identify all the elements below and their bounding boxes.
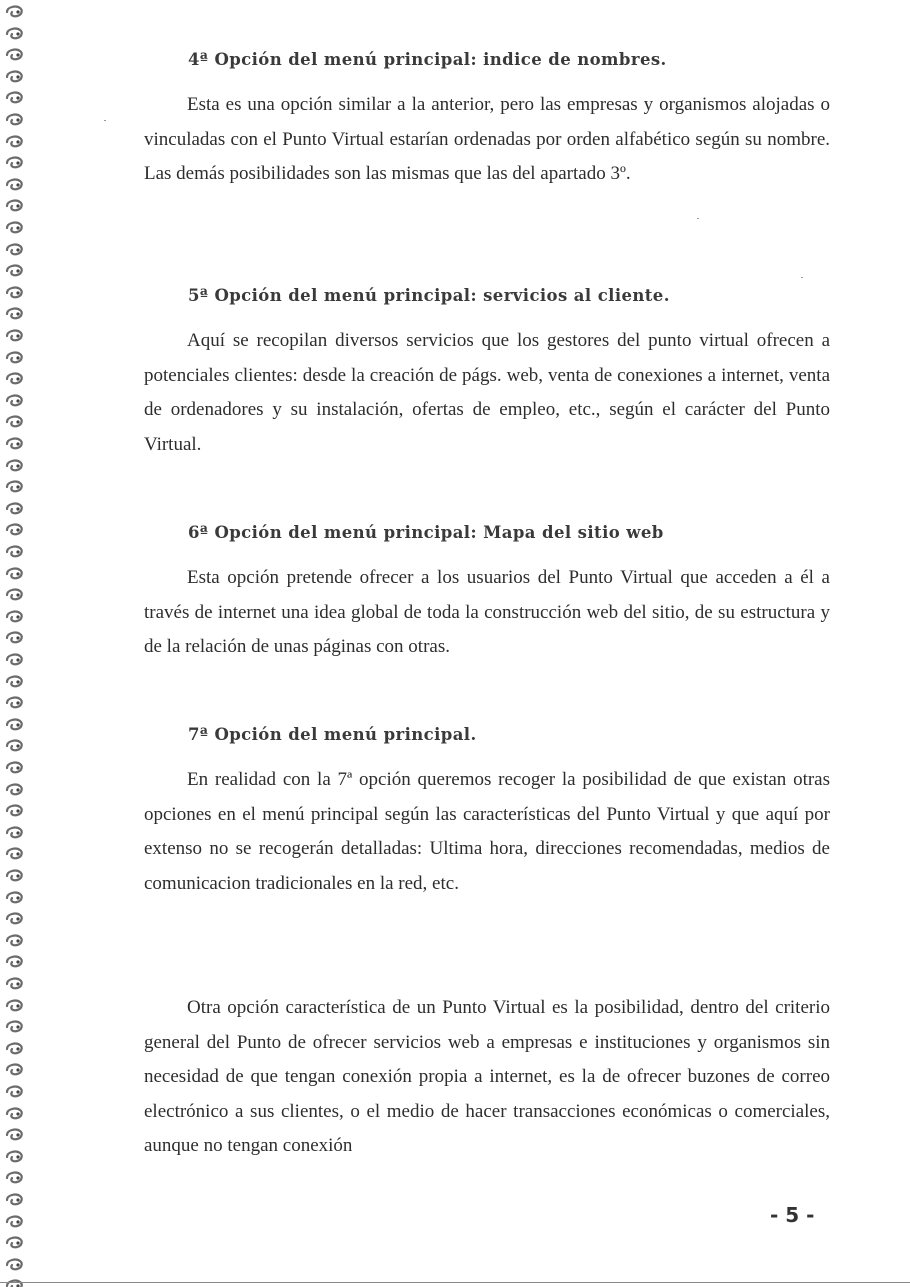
section-heading-4: 4ª Opción del menú principal: indice de nombres.: [188, 50, 667, 69]
spiral-binding-ring-icon: [4, 328, 26, 343]
section-paragraph-6: Esta opción pretende ofrecer a los usuarios del Punto Virtual que acceden a él a través de internet una idea global de toda la construcción web del sitio, de su estructura y de la relación de unas páginas con otras.: [144, 567, 830, 657]
spiral-binding-ring-icon: [4, 803, 26, 818]
spiral-binding-ring-icon: [4, 242, 26, 257]
spiral-binding-ring-icon: [4, 90, 26, 105]
spiral-binding-ring-icon: [4, 1041, 26, 1056]
page-bottom-edge: [0, 1282, 910, 1283]
spiral-binding-ring-icon: [4, 825, 26, 840]
spiral-binding-ring-icon: [4, 4, 26, 19]
spiral-binding-ring-icon: [4, 1106, 26, 1121]
section-paragraph-5: Aquí se recopilan diversos servicios que los gestores del punto virtual ofrecen a potenciales clientes: desde la creación de págs. web, venta de conexiones a internet, venta de ordenadores y su instalación, ofertas de empleo, etc., según el carácter del Punto Virtual.: [144, 330, 830, 455]
spiral-binding-ring-icon: [4, 393, 26, 408]
spiral-binding-ring-icon: [4, 760, 26, 775]
spiral-binding-ring-icon: [4, 1149, 26, 1164]
spiral-binding-ring-icon: [4, 1019, 26, 1034]
scan-speck: [801, 277, 803, 278]
spiral-binding-ring-icon: [4, 1235, 26, 1250]
spiral-binding-ring-icon: [4, 69, 26, 84]
spiral-binding-ring-icon: [4, 112, 26, 127]
spiral-binding-ring-icon: [4, 285, 26, 300]
spiral-binding-ring-icon: [4, 1084, 26, 1099]
spiral-binding-ring-icon: [4, 911, 26, 926]
spiral-binding-ring-icon: [4, 998, 26, 1013]
section-heading-7: 7ª Opción del menú principal.: [188, 725, 477, 744]
spiral-binding-ring-icon: [4, 846, 26, 861]
section-heading-5: 5ª Opción del menú principal: servicios al cliente.: [188, 286, 670, 305]
spiral-binding-ring-icon: [4, 414, 26, 429]
spiral-binding-ring-icon: [4, 1257, 26, 1272]
spiral-binding-ring-icon: [4, 544, 26, 559]
scan-speck: [104, 120, 106, 121]
spiral-binding-ring-icon: [4, 1170, 26, 1185]
spiral-binding-ring-icon: [4, 26, 26, 41]
spiral-binding-ring-icon: [4, 566, 26, 581]
scan-speck: [697, 218, 699, 219]
spiral-binding-ring-icon: [4, 1127, 26, 1142]
spiral-binding-ring-icon: [4, 587, 26, 602]
spiral-binding-ring-icon: [4, 976, 26, 991]
page-number: - 5 -: [770, 1203, 815, 1227]
spiral-binding-ring-icon: [4, 674, 26, 689]
spiral-binding-ring-icon: [4, 220, 26, 235]
spiral-binding-ring-icon: [4, 695, 26, 710]
spiral-binding-ring-icon: [4, 436, 26, 451]
spiral-binding-ring-icon: [4, 501, 26, 516]
spiral-binding-ring-icon: [4, 47, 26, 62]
spiral-binding-ring-icon: [4, 717, 26, 732]
spiral-binding-ring-icon: [4, 1214, 26, 1229]
section-heading-6: 6ª Opción del menú principal: Mapa del sitio web: [188, 523, 664, 542]
spiral-binding-ring-icon: [4, 782, 26, 797]
spiral-binding-ring-icon: [4, 479, 26, 494]
spiral-binding-ring-icon: [4, 738, 26, 753]
section-paragraph-4: Esta es una opción similar a la anterior, pero las empresas y organismos alojadas o vinculadas con el Punto Virtual estarían ordenadas por orden alfabético según su nombre. Las demás posibilidades son las mismas que las del apartado 3º.: [144, 94, 830, 184]
spiral-binding-ring-icon: [4, 306, 26, 321]
spiral-binding-ring-icon: [4, 134, 26, 149]
spiral-binding-ring-icon: [4, 177, 26, 192]
spiral-binding-ring-icon: [4, 868, 26, 883]
spiral-binding-ring-icon: [4, 1062, 26, 1077]
spiral-binding-ring-icon: [4, 371, 26, 386]
spiral-binding-ring-icon: [4, 890, 26, 905]
spiral-binding-ring-icon: [4, 1192, 26, 1207]
spiral-binding-ring-icon: [4, 630, 26, 645]
section-paragraph-7: En realidad con la 7ª opción queremos recoger la posibilidad de que existan otras opciones en el menú principal según las características del Punto Virtual y que aquí por extenso no se recogerán detalladas: Ultima hora, direcciones recomendadas, medios de comunicacion tradicionales en la red, etc.: [144, 769, 830, 894]
spiral-binding-ring-icon: [4, 652, 26, 667]
spiral-binding-ring-icon: [4, 155, 26, 170]
spiral-binding-ring-icon: [4, 609, 26, 624]
spiral-binding-ring-icon: [4, 933, 26, 948]
closing-paragraph: Otra opción característica de un Punto Virtual es la posibilidad, dentro del criterio general del Punto de ofrecer servicios web a empresas e instituciones y organismos sin necesidad de que tengan conexión propia a internet, es la de ofrecer buzones de correo electrónico a sus clientes, o el medio de hacer transacciones económicas o comerciales, aunque no tengan conexión: [144, 997, 830, 1156]
spiral-binding-ring-icon: [4, 522, 26, 537]
spiral-binding-ring-icon: [4, 458, 26, 473]
spiral-binding-ring-icon: [4, 198, 26, 213]
spiral-binding-ring-icon: [4, 954, 26, 969]
spiral-binding: [0, 0, 36, 1287]
spiral-binding-ring-icon: [4, 350, 26, 365]
spiral-binding-ring-icon: [4, 263, 26, 278]
